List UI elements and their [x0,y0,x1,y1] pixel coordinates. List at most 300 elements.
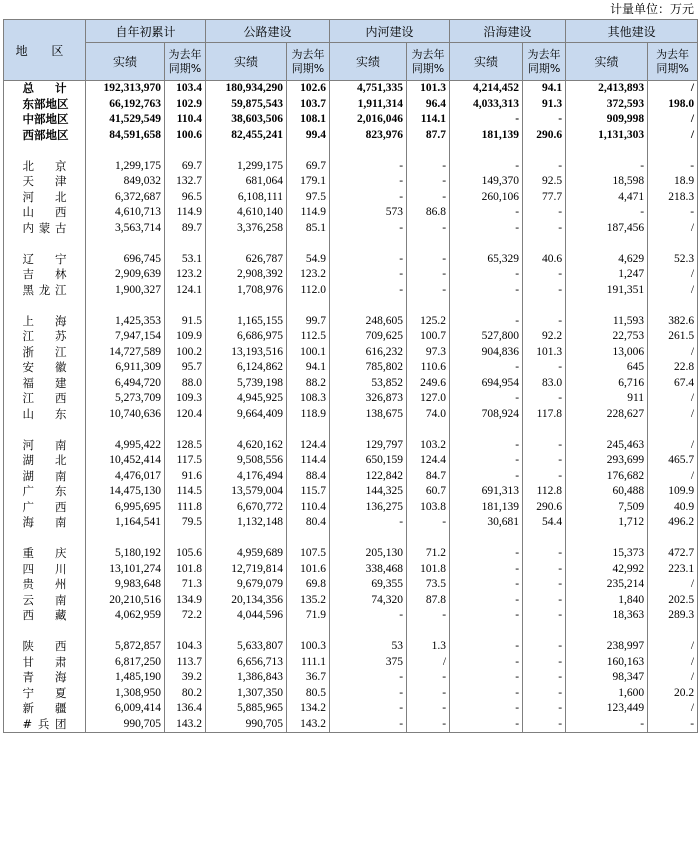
cumulative-actual-cell [86,143,165,159]
region-name-cell [4,515,86,531]
highway-pct-cell: 99.7 [287,314,330,330]
other-pct-cell: / [648,391,698,407]
coastal-pct-cell: - [523,221,566,237]
region-label: 北 京 [22,158,67,173]
highway-pct-cell: 114.9 [287,205,330,221]
cumulative-pct-cell: 120.4 [165,407,206,423]
spacer-row [4,422,698,438]
highway-pct-cell: 94.1 [287,360,330,376]
region-name-cell [4,329,86,345]
other-actual-cell: 191,351 [566,283,648,299]
highway-pct-cell: 71.9 [287,608,330,624]
coastal-actual-cell: - [450,453,523,469]
coastal-pct-cell: 54.4 [523,515,566,531]
subheader-pct [165,43,206,81]
highway-pct-cell: 123.2 [287,267,330,283]
inland-actual-cell: 69,355 [330,577,407,593]
coastal-pct-cell: - [523,469,566,485]
cumulative-actual-cell: 2,909,639 [86,267,165,283]
region-label: 广 西 [22,499,67,514]
highway-actual-cell: 681,064 [206,174,287,190]
inland-actual-cell: - [330,608,407,624]
coastal-actual-cell: 260,106 [450,190,523,206]
other-pct-cell [648,624,698,640]
highway-actual-cell: 5,885,965 [206,701,287,717]
inland-actual-cell: 823,976 [330,128,407,144]
coastal-pct-cell: - [523,205,566,221]
cumulative-actual-cell: 9,983,648 [86,577,165,593]
unit-label: 计量单位：万元 [609,2,694,16]
coastal-actual-cell: - [450,283,523,299]
region-name-cell [4,407,86,423]
inland-actual-cell: - [330,252,407,268]
other-actual-cell: 22,753 [566,329,648,345]
region-name-cell [4,686,86,702]
inland-actual-cell: 4,751,335 [330,81,407,97]
inland-pct-cell [407,624,450,640]
cumulative-actual-cell: 192,313,970 [86,81,165,97]
region-label: 西部地区 [22,127,69,142]
other-pct-cell: / [648,670,698,686]
highway-pct-cell: 88.2 [287,376,330,392]
coastal-actual-cell: - [450,469,523,485]
coastal-actual-cell: 149,370 [450,174,523,190]
inland-pct-cell: 97.3 [407,345,450,361]
region-label: 湖 南 [22,468,67,483]
inland-actual-cell: 138,675 [330,407,407,423]
highway-actual-cell: 13,193,516 [206,345,287,361]
other-actual-cell: 187,456 [566,221,648,237]
highway-pct-cell: 88.4 [287,469,330,485]
highway-pct-cell: 36.7 [287,670,330,686]
highway-pct-cell [287,236,330,252]
highway-actual-cell: 9,679,079 [206,577,287,593]
region-name-cell [4,624,86,640]
subheader-actual: 实绩 [206,43,287,81]
other-pct-cell: 20.2 [648,686,698,702]
highway-actual-cell: 4,610,140 [206,205,287,221]
other-actual-cell: 18,363 [566,608,648,624]
other-pct-cell [648,531,698,547]
subheader-pct-line2: 同期% [411,61,445,75]
highway-actual-cell: 180,934,290 [206,81,287,97]
table-row [4,655,698,671]
highway-pct-cell: 69.7 [287,159,330,175]
region-name-cell [4,267,86,283]
inland-actual-cell: - [330,159,407,175]
highway-actual-cell: 82,455,241 [206,128,287,144]
coastal-actual-cell: - [450,577,523,593]
other-actual-cell [566,624,648,640]
cumulative-actual-cell [86,298,165,314]
inland-pct-cell: 103.2 [407,438,450,454]
region-label: 西 藏 [22,608,67,622]
statistics-table [3,19,698,733]
cumulative-actual-cell: 1,308,950 [86,686,165,702]
other-actual-cell: 176,682 [566,469,648,485]
region-name-cell [4,422,86,438]
table-row [4,314,698,330]
highway-pct-cell: 134.2 [287,701,330,717]
cumulative-pct-cell: 117.5 [165,453,206,469]
group-header-coastal: 沿海建设 [450,20,566,43]
coastal-pct-cell: - [523,453,566,469]
cumulative-pct-cell [165,143,206,159]
cumulative-pct-cell: 105.6 [165,546,206,562]
inland-pct-cell [407,531,450,547]
group-header-cumulative: 自年初累计 [86,20,206,43]
highway-actual-cell: 1,386,843 [206,670,287,686]
region-label: 海 南 [22,515,67,529]
cumulative-actual-cell: 6,009,414 [86,701,165,717]
cumulative-pct-cell: 134.9 [165,593,206,609]
other-actual-cell: 60,488 [566,484,648,500]
coastal-pct-cell: 83.0 [523,376,566,392]
highway-actual-cell: 3,376,258 [206,221,287,237]
other-pct-cell: 52.3 [648,252,698,268]
coastal-actual-cell [450,624,523,640]
table-row [4,174,698,190]
other-pct-cell: - [648,717,698,733]
other-pct-cell [648,143,698,159]
inland-actual-cell: - [330,190,407,206]
subheader-pct [523,43,566,81]
cumulative-actual-cell: 4,610,713 [86,205,165,221]
coastal-actual-cell [450,143,523,159]
highway-pct-cell: 107.5 [287,546,330,562]
region-name-cell [4,205,86,221]
spacer-row [4,624,698,640]
cumulative-pct-cell: 89.7 [165,221,206,237]
cumulative-pct-cell: 124.1 [165,283,206,299]
highway-actual-cell: 4,176,494 [206,469,287,485]
cumulative-actual-cell: 10,452,414 [86,453,165,469]
subheader-pct-line1: 为去年 [168,47,202,61]
coastal-pct-cell: 112.8 [523,484,566,500]
inland-actual-cell: - [330,515,407,531]
inland-pct-cell: 110.6 [407,360,450,376]
region-name-cell [4,190,86,206]
table-row [4,639,698,655]
inland-actual-cell: 375 [330,655,407,671]
highway-actual-cell: 990,705 [206,717,287,733]
subheader-actual: 实绩 [330,43,407,81]
highway-actual-cell: 1,307,350 [206,686,287,702]
coastal-pct-cell: - [523,314,566,330]
table-row [4,81,698,97]
coastal-actual-cell: - [450,112,523,128]
region-label: 青 海 [22,670,67,684]
cumulative-actual-cell: 66,192,763 [86,97,165,113]
table-row [4,391,698,407]
highway-pct-cell: 103.7 [287,97,330,113]
region-label: 新 疆 [22,701,67,715]
inland-pct-cell: / [407,655,450,671]
inland-actual-cell: - [330,174,407,190]
other-pct-cell: / [648,469,698,485]
coastal-actual-cell: 4,214,452 [450,81,523,97]
other-pct-cell: / [648,701,698,717]
highway-actual-cell: 9,664,409 [206,407,287,423]
other-actual-cell: 1,712 [566,515,648,531]
coastal-actual-cell: - [450,717,523,733]
inland-actual-cell: 53,852 [330,376,407,392]
coastal-actual-cell: 4,033,313 [450,97,523,113]
cumulative-pct-cell: 114.5 [165,484,206,500]
highway-actual-cell: 4,959,689 [206,546,287,562]
highway-actual-cell: 4,620,162 [206,438,287,454]
inland-actual-cell: 74,320 [330,593,407,609]
spacer-row [4,531,698,547]
cumulative-pct-cell: 109.3 [165,391,206,407]
coastal-pct-cell: 290.6 [523,128,566,144]
highway-actual-cell: 1,165,155 [206,314,287,330]
coastal-pct-cell: - [523,283,566,299]
coastal-pct-cell [523,422,566,438]
region-name-cell [4,97,86,113]
other-pct-cell: / [648,221,698,237]
coastal-pct-cell: - [523,112,566,128]
highway-actual-cell [206,298,287,314]
highway-actual-cell: 626,787 [206,252,287,268]
highway-pct-cell [287,143,330,159]
region-label: 湖 北 [22,453,67,467]
region-label: #兵团 [22,716,67,731]
cumulative-pct-cell: 88.0 [165,376,206,392]
table-row [4,546,698,562]
subheader-pct-line2: 同期% [656,61,689,75]
other-actual-cell: 4,471 [566,190,648,206]
highway-actual-cell: 6,670,772 [206,500,287,516]
cumulative-pct-cell: 72.2 [165,608,206,624]
other-pct-cell: - [648,205,698,221]
subheader-pct [648,43,698,81]
highway-actual-cell: 2,908,392 [206,267,287,283]
subheader-pct-line1: 为去年 [291,47,325,61]
coastal-pct-cell [523,236,566,252]
other-actual-cell: 645 [566,360,648,376]
inland-pct-cell [407,236,450,252]
coastal-actual-cell: - [450,314,523,330]
other-actual-cell: 245,463 [566,438,648,454]
cumulative-pct-cell: 102.9 [165,97,206,113]
highway-pct-cell: 143.2 [287,717,330,733]
inland-pct-cell: 127.0 [407,391,450,407]
highway-pct-cell: 114.4 [287,453,330,469]
region-name-cell [4,593,86,609]
region-name-cell [4,159,86,175]
coastal-actual-cell: 708,924 [450,407,523,423]
coastal-pct-cell [523,298,566,314]
coastal-actual-cell: - [450,593,523,609]
other-pct-cell: 472.7 [648,546,698,562]
region-label: 福 建 [22,375,67,390]
region-label: 东部地区 [22,96,69,111]
table-row [4,484,698,500]
cumulative-actual-cell: 4,062,959 [86,608,165,624]
highway-pct-cell: 124.4 [287,438,330,454]
inland-actual-cell: 53 [330,639,407,655]
highway-pct-cell: 100.3 [287,639,330,655]
spacer-row [4,236,698,252]
cumulative-actual-cell: 1,485,190 [86,670,165,686]
region-name-cell [4,112,86,128]
region-label: 宁 夏 [22,685,67,700]
cumulative-actual-cell: 1,425,353 [86,314,165,330]
coastal-actual-cell [450,422,523,438]
inland-pct-cell: 124.4 [407,453,450,469]
other-pct-cell: 67.4 [648,376,698,392]
inland-pct-cell: 1.3 [407,639,450,655]
inland-actual-cell: 709,625 [330,329,407,345]
highway-pct-cell [287,298,330,314]
cumulative-actual-cell: 4,476,017 [86,469,165,485]
coastal-pct-cell: 91.3 [523,97,566,113]
cumulative-actual-cell: 14,475,130 [86,484,165,500]
other-pct-cell: / [648,112,698,128]
coastal-actual-cell: - [450,655,523,671]
highway-pct-cell: 85.1 [287,221,330,237]
inland-actual-cell: 248,605 [330,314,407,330]
other-actual-cell [566,298,648,314]
region-name-cell [4,298,86,314]
coastal-pct-cell: - [523,546,566,562]
cumulative-pct-cell: 123.2 [165,267,206,283]
coastal-pct-cell: - [523,267,566,283]
region-label: 广 东 [22,484,67,498]
other-pct-cell: 289.3 [648,608,698,624]
region-name-cell [4,577,86,593]
cumulative-actual-cell: 990,705 [86,717,165,733]
inland-actual-cell: 144,325 [330,484,407,500]
coastal-pct-cell: - [523,686,566,702]
region-name-cell [4,81,86,97]
group-header-other: 其他建设 [566,20,698,43]
cumulative-actual-cell: 4,995,422 [86,438,165,454]
region-name-cell [4,376,86,392]
highway-pct-cell: 135.2 [287,593,330,609]
highway-pct-cell: 101.6 [287,562,330,578]
highway-pct-cell: 97.5 [287,190,330,206]
coastal-actual-cell: - [450,221,523,237]
inland-actual-cell: - [330,670,407,686]
coastal-actual-cell: - [450,701,523,717]
other-pct-cell: / [648,438,698,454]
highway-actual-cell [206,143,287,159]
highway-actual-cell [206,236,287,252]
inland-pct-cell: - [407,701,450,717]
other-actual-cell: 1,131,303 [566,128,648,144]
other-actual-cell: 4,629 [566,252,648,268]
region-label: 重 庆 [22,546,67,560]
region-name-cell [4,283,86,299]
inland-pct-cell: 114.1 [407,112,450,128]
inland-pct-cell: 87.8 [407,593,450,609]
coastal-actual-cell [450,298,523,314]
cumulative-actual-cell: 6,995,695 [86,500,165,516]
other-pct-cell: / [648,81,698,97]
cumulative-actual-cell [86,624,165,640]
coastal-actual-cell: - [450,159,523,175]
table-row [4,717,698,733]
other-pct-cell: 40.9 [648,500,698,516]
inland-pct-cell: - [407,283,450,299]
region-label: 安 徽 [22,360,67,374]
region-name-cell [4,484,86,500]
table-row [4,283,698,299]
region-label: 山 西 [22,205,67,219]
cumulative-pct-cell: 101.8 [165,562,206,578]
highway-pct-cell: 108.1 [287,112,330,128]
cumulative-pct-cell: 53.1 [165,252,206,268]
coastal-actual-cell: - [450,438,523,454]
cumulative-pct-cell [165,422,206,438]
other-pct-cell: 109.9 [648,484,698,500]
highway-pct-cell: 115.7 [287,484,330,500]
region-name-cell [4,469,86,485]
cumulative-actual-cell: 6,817,250 [86,655,165,671]
inland-actual-cell: 2,016,046 [330,112,407,128]
region-label: 江 西 [22,391,67,405]
coastal-pct-cell: - [523,717,566,733]
cumulative-pct-cell: 104.3 [165,639,206,655]
other-actual-cell: 42,992 [566,562,648,578]
highway-actual-cell: 6,108,111 [206,190,287,206]
other-actual-cell: - [566,717,648,733]
highway-pct-cell: 108.3 [287,391,330,407]
region-name-cell [4,143,86,159]
inland-pct-cell: 125.2 [407,314,450,330]
cumulative-pct-cell: 110.4 [165,112,206,128]
highway-actual-cell: 6,686,975 [206,329,287,345]
region-label: 总 计 [22,81,67,95]
other-actual-cell: 98,347 [566,670,648,686]
highway-pct-cell: 110.4 [287,500,330,516]
coastal-pct-cell: 40.6 [523,252,566,268]
inland-pct-cell: 73.5 [407,577,450,593]
table-row [4,221,698,237]
other-actual-cell [566,531,648,547]
region-label: 辽 宁 [22,251,67,266]
other-actual-cell: 909,998 [566,112,648,128]
highway-pct-cell: 112.5 [287,329,330,345]
coastal-pct-cell: - [523,593,566,609]
highway-pct-cell: 69.8 [287,577,330,593]
other-pct-cell: / [648,639,698,655]
coastal-pct-cell: 92.5 [523,174,566,190]
cumulative-actual-cell [86,422,165,438]
subheader-pct-line2: 同期% [291,61,325,75]
inland-pct-cell: - [407,174,450,190]
spacer-row [4,298,698,314]
cumulative-actual-cell [86,531,165,547]
cumulative-pct-cell: 79.5 [165,515,206,531]
inland-pct-cell [407,298,450,314]
inland-actual-cell: 785,802 [330,360,407,376]
region-name-cell [4,500,86,516]
inland-actual-cell [330,236,407,252]
other-actual-cell: 293,699 [566,453,648,469]
region-label: 黑龙江 [22,282,67,297]
cumulative-pct-cell: 114.9 [165,205,206,221]
region-name-cell [4,221,86,237]
table-row [4,438,698,454]
coastal-pct-cell: - [523,360,566,376]
highway-actual-cell: 38,603,506 [206,112,287,128]
inland-actual-cell: 129,797 [330,438,407,454]
coastal-pct-cell [523,143,566,159]
table-header [4,20,698,81]
